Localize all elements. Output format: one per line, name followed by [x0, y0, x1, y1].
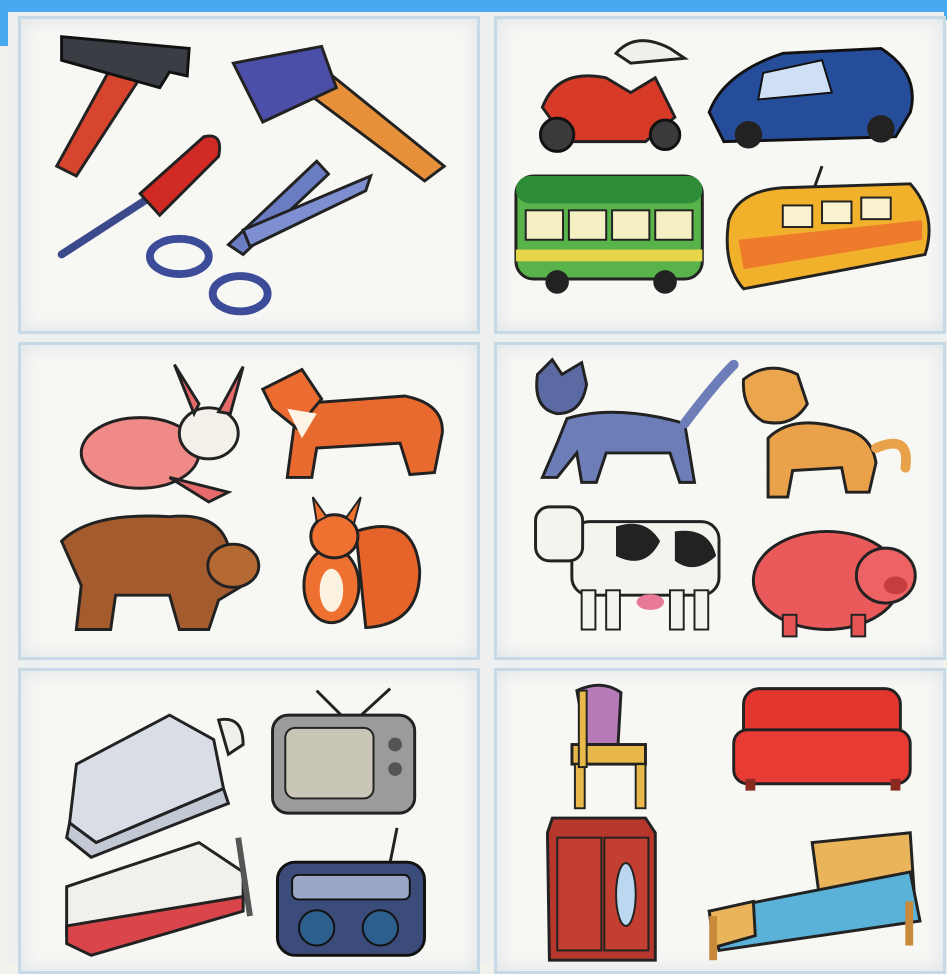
panel-tools — [18, 16, 480, 334]
iron-icon — [67, 715, 243, 857]
panel-vehicles — [494, 16, 946, 334]
tram-icon — [727, 166, 929, 289]
chair-icon — [572, 685, 646, 808]
panel-wild-animals — [18, 342, 480, 660]
scooter-icon — [540, 41, 684, 152]
panel-furniture — [494, 668, 946, 974]
fox-icon — [263, 370, 443, 478]
dog-icon — [743, 368, 906, 497]
cow-icon — [536, 507, 719, 630]
radio-icon — [277, 828, 424, 955]
sofa-icon — [734, 689, 910, 791]
bear-icon — [62, 516, 259, 630]
picture-card-sheet — [8, 12, 944, 964]
cat-icon — [537, 360, 734, 483]
tv-icon — [273, 689, 415, 814]
axe-icon — [233, 46, 444, 180]
hare-icon — [81, 365, 243, 502]
panel-domestic-animals — [494, 342, 946, 660]
pig-icon — [753, 531, 915, 636]
wardrobe-icon — [547, 818, 655, 960]
panel-appliances — [18, 668, 480, 974]
bus-icon — [516, 176, 702, 294]
squirrel-icon — [304, 497, 420, 627]
bed-icon — [709, 833, 920, 960]
hammer-icon — [57, 37, 189, 176]
car-icon — [709, 48, 912, 148]
